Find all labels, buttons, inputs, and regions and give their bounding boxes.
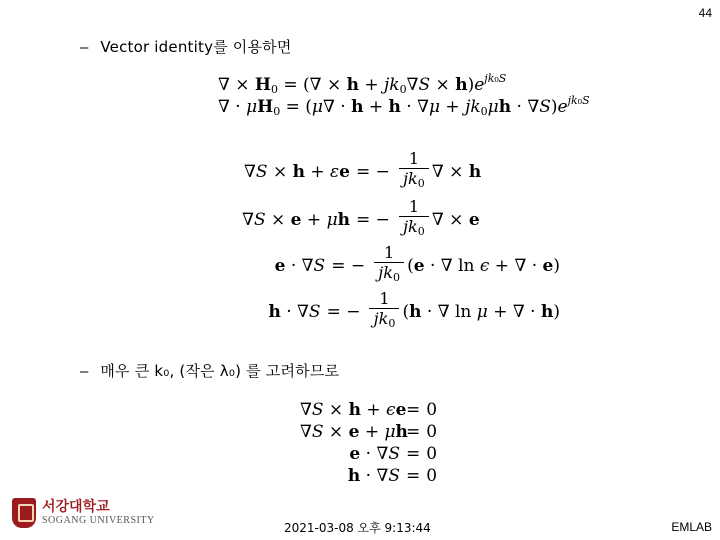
university-logo: [12, 498, 155, 528]
logo-korean-text: 서강대학교: [42, 498, 110, 515]
slide-datetime: 2021-03-08 오후 9:13:44: [284, 521, 431, 535]
equation-bottom-4: h · ∇S = 0: [347, 466, 438, 486]
page-number: 44: [698, 6, 712, 20]
equation-mid-4: h · ∇S = − $\frac{1}{jk_0}$ (h · ∇ ln μ + ∇ · h): [268, 289, 560, 330]
lab-name: EMLAB: [671, 520, 712, 534]
equation-div-mu-h0: ∇ · $\mu H_0 = (\mu\nabla \cdot h + h \cdot \nabla\mu + jk_0\mu h \cdot \nabla S)e^{jk_0S}$: [218, 94, 590, 118]
equation-mid-1: ∇S × h + εe = − $\frac{1}{jk_0}$ ∇ × h: [244, 149, 482, 190]
bullet-dash: –: [80, 39, 89, 56]
university-seal-icon: [12, 498, 36, 528]
logo-english-text: SOGANG UNIVERSITY: [42, 515, 155, 527]
equation-mid-3: e · ∇S = − $\frac{1}{jk_0}$ (e · ∇ ln ϵ + ∇ · e): [274, 243, 560, 284]
bullet-text: 매우 큰 k₀, (작은 λ₀) 를 고려하므로: [100, 362, 340, 380]
bullet-large-k0: [80, 360, 339, 381]
bullet-vector-identity: [80, 36, 292, 57]
equation-bottom-3: e · ∇S = 0: [349, 444, 438, 464]
equation-mid-2: ∇S × e + μh = − $\frac{1}{jk_0}$ ∇ × e: [242, 197, 480, 238]
equation-curl-h0: ∇ × $H_0$ = (∇ × $h + jk_0\nabla S \times h)e^{jk_0S}$: [218, 72, 507, 96]
equation-bottom-1: ∇S × h + ϵe = 0: [300, 400, 438, 420]
bullet-text: Vector identity를 이용하면: [100, 38, 292, 56]
bullet-dash: –: [80, 363, 89, 380]
equation-bottom-2: ∇S × e + μh = 0: [300, 422, 438, 442]
